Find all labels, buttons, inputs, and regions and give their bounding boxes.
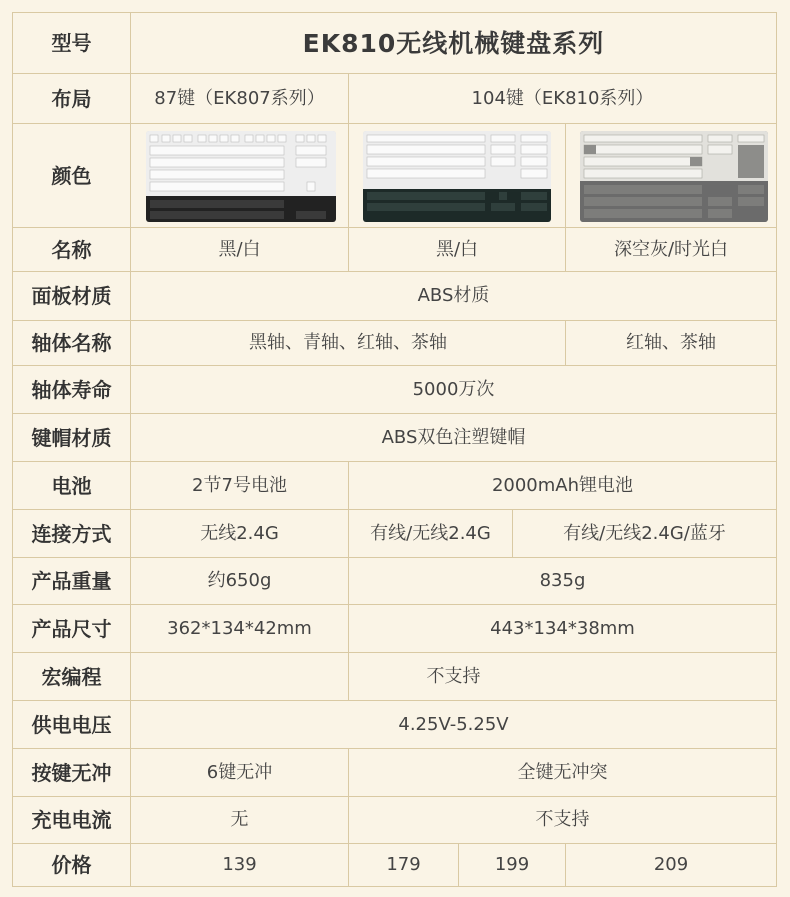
row-label-weight: 产品重量: [31, 569, 112, 593]
row-label-macro: 宏编程: [41, 664, 102, 689]
switch-value-gray: 红轴、茶轴: [626, 332, 716, 353]
current-87-value: 无: [230, 809, 249, 830]
row-label-battery: 电池: [51, 473, 92, 498]
row-label-size: 产品尺寸: [31, 616, 112, 641]
price-104-a-value: 179: [386, 854, 421, 875]
battery-104-value: 2000mAh锂电池: [491, 474, 634, 496]
page-title: EK810无线机械键盘系列: [302, 28, 605, 58]
row-label-price: 价格: [51, 853, 92, 877]
life-value: 5000万次: [412, 378, 495, 400]
row-label-life: 轴体寿命: [31, 377, 112, 402]
size-104-value: 443*134*38mm: [490, 617, 635, 639]
macro-value: 不支持: [426, 665, 481, 687]
weight-104-value: 835g: [539, 570, 586, 591]
connection-104-value: 有线/无线2.4G: [370, 522, 491, 544]
row-label-panel: 面板材质: [31, 284, 112, 308]
row-label-current: 充电电流: [31, 808, 112, 832]
row-label-layout: 布局: [51, 86, 92, 111]
grid-line: [776, 12, 777, 887]
row-label-nkro: 按键无冲: [31, 760, 112, 785]
switch-value-main: 黑轴、青轴、红轴、茶轴: [249, 332, 447, 353]
price-104-b-value: 199: [494, 854, 530, 875]
row-label-switch: 轴体名称: [31, 331, 112, 355]
battery-87-value: 2节7号电池: [192, 474, 287, 496]
keyboard-104-white-black-icon: [363, 131, 551, 222]
row-label-color: 颜色: [51, 163, 92, 188]
connection-104-bt-value: 有线/无线2.4G/蓝牙: [563, 522, 726, 544]
connection-87-value: 无线2.4G: [200, 522, 279, 544]
grid-line: [12, 886, 777, 887]
row-label-name: 名称: [51, 237, 92, 262]
price-87-value: 139: [222, 854, 257, 875]
row-label-voltage: 供电电压: [31, 712, 112, 737]
keyboard-87-white-black-icon: [146, 131, 336, 222]
name-104-black-white-value: 黑/白: [435, 238, 479, 260]
size-87-value: 362*134*42mm: [167, 617, 312, 639]
nkro-104-value: 全键无冲突: [517, 761, 608, 783]
voltage-value: 4.25V-5.25V: [398, 713, 509, 735]
row-label-model: 型号: [51, 31, 92, 55]
price-104-c-value: 209: [653, 854, 689, 875]
keyboard-104-gray-white-icon: [580, 131, 768, 222]
keycap-value: ABS双色注塑键帽: [381, 426, 526, 448]
layout-87-value: 87键（EK807系列）: [154, 87, 325, 109]
name-104-gray-white-value: 深空灰/时光白: [613, 238, 729, 260]
panel-value: ABS材质: [417, 285, 490, 306]
name-87-value: 黑/白: [218, 238, 261, 260]
layout-104-value: 104键（EK810系列）: [471, 87, 654, 109]
weight-87-value: 约650g: [207, 570, 272, 591]
row-label-keycap: 键帽材质: [31, 425, 112, 450]
row-label-connection: 连接方式: [31, 521, 112, 546]
current-104-value: 不支持: [535, 809, 590, 830]
nkro-87-value: 6键无冲: [206, 761, 273, 783]
